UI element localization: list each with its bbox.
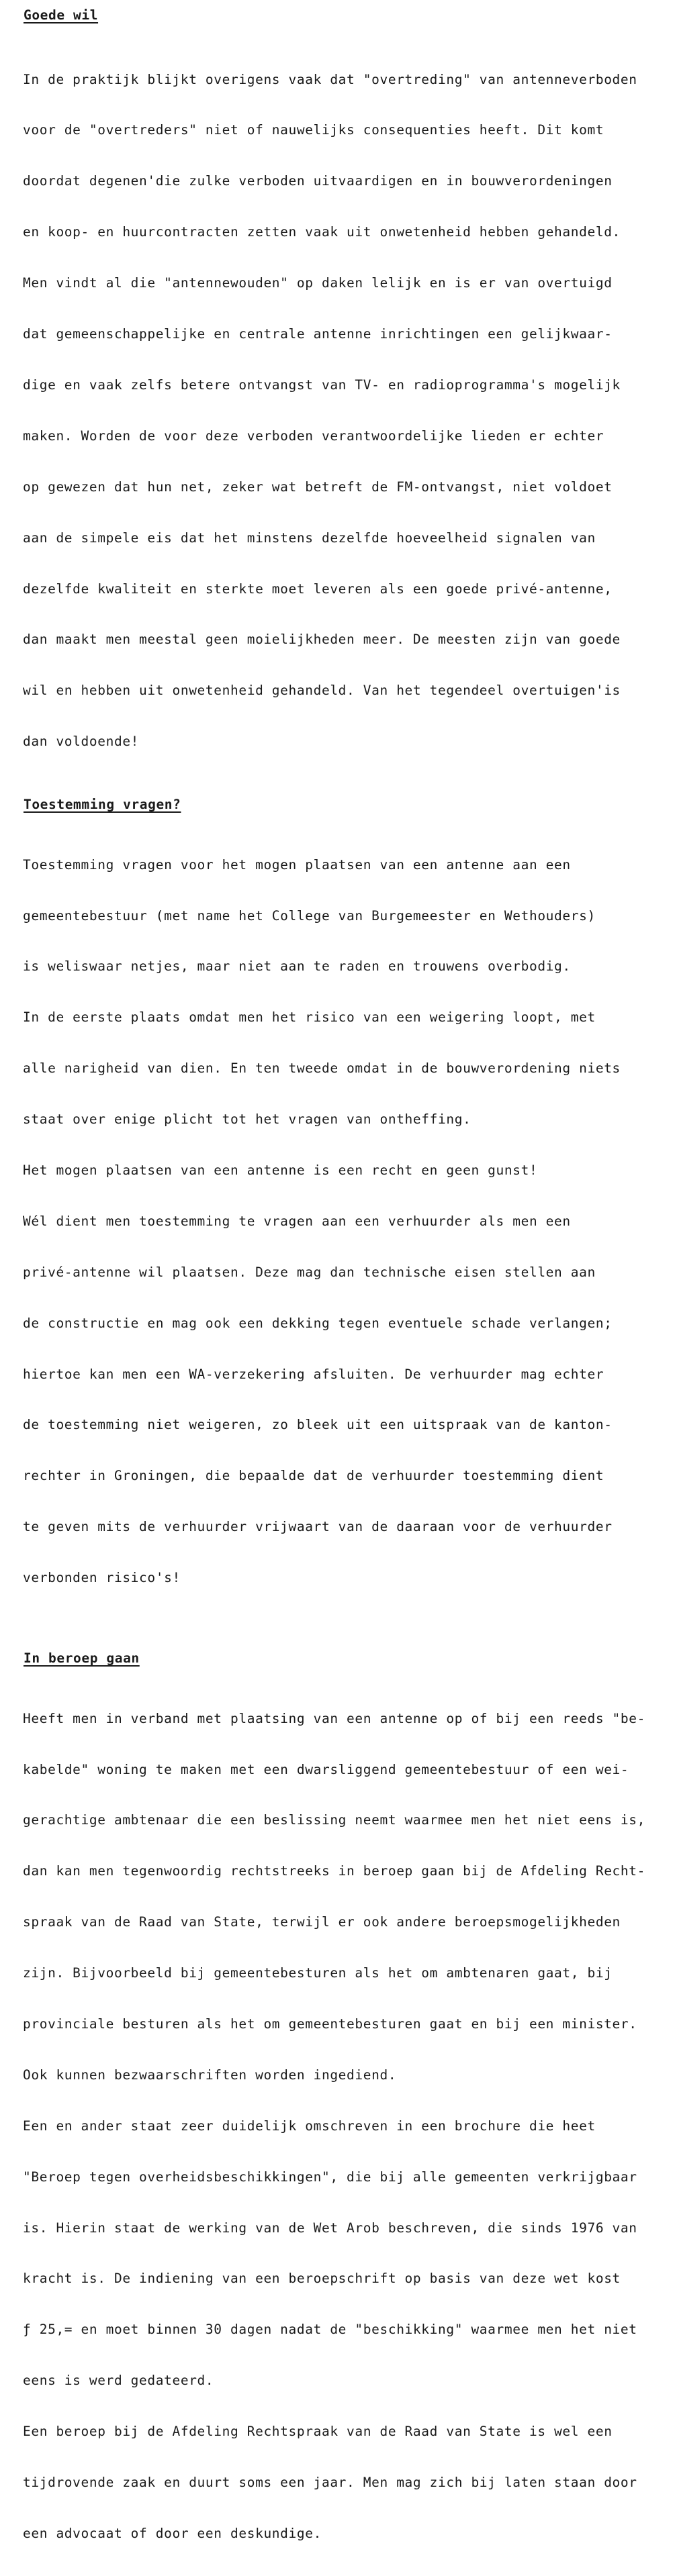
text-line: staat over enige plicht tot het vragen van ontheffing. <box>23 1111 471 1128</box>
text-line: eens is werd gedateerd. <box>23 2373 214 2389</box>
text-line: kracht is. De indiening van een beroepschrift op basis van deze wet kost <box>23 2271 621 2287</box>
text-line: verbonden risico's! <box>23 1570 181 1586</box>
text-line: is weliswaar netjes, maar niet aan te raden en trouwens overbodig. <box>23 958 571 975</box>
text-line: provinciale besturen als het om gemeentebesturen gaat en bij een minister. <box>23 2016 637 2032</box>
section-heading: Goede wil <box>24 7 99 23</box>
text-line: Heeft men in verband met plaatsing van een antenne op of bij een reeds "be- <box>23 1710 645 1726</box>
text-line: is. Hierin staat de werking van de Wet Arob beschreven, die sinds 1976 van <box>23 2220 637 2236</box>
section-goede-wil <box>23 7 661 784</box>
section-toestemming-vragen <box>23 796 661 1620</box>
text-line: alle narigheid van dien. En ten tweede omdat in de bouwverordening niets <box>23 1060 621 1077</box>
text-line: gerachtige ambtenaar die een beslissing neemt waarmee men het niet eens is, <box>23 1812 645 1828</box>
text-line: In de eerste plaats omdat men het risico van een weigering loopt, met <box>23 1009 596 1026</box>
text-line: rechter in Groningen, die bepaalde dat de verhuurder toestemming dient <box>23 1468 604 1484</box>
text-line: en koop- en huurcontracten zetten vaak uit onwetenheid hebben gehandeld. <box>23 224 621 240</box>
text-line: ƒ 25,= en moet binnen 30 dagen nadat de "beschikking" waarmee men het niet <box>23 2322 637 2338</box>
text-line: privé-antenne wil plaatsen. Deze mag dan technische eisen stellen aan <box>23 1264 596 1280</box>
text-line: spraak van de Raad van State, terwijl er ook andere beroepsmogelijkheden <box>23 1914 621 1930</box>
text-line: dezelfde kwaliteit en sterkte moet leveren als een goede privé-antenne, <box>23 581 613 597</box>
text-line: Een beroep bij de Afdeling Rechtspraak van de Raad van State is wel een <box>23 2424 613 2440</box>
text-line: dan maakt men meestal geen moielijkheden meer. De meesten zijn van goede <box>23 632 621 648</box>
text-line: hiertoe kan men een WA-verzekering afsluiten. De verhuurder mag echter <box>23 1366 604 1382</box>
section-in-beroep-gaan <box>23 1650 661 2576</box>
text-line: wil en hebben uit onwetenheid gehandeld. Van het tegendeel overtuigen'is <box>23 683 621 699</box>
text-line: aan de simpele eis dat het minstens dezelfde hoeveelheid signalen van <box>23 530 596 546</box>
text-line: Een en ander staat zeer duidelijk omschreven in een brochure die heet <box>23 2118 596 2134</box>
text-line: Ook kunnen bezwaarschriften worden ingediend. <box>23 2067 397 2083</box>
text-line: voor de "overtreders" niet of nauwelijks consequenties heeft. Dit komt <box>23 122 604 138</box>
text-line: dan voldoende! <box>23 734 140 750</box>
text-line: Het mogen plaatsen van een antenne is een recht en geen gunst! <box>23 1162 538 1178</box>
text-line: dat gemeenschappelijke en centrale antenne inrichtingen een gelijkwaar- <box>23 326 613 342</box>
text-line: zijn. Bijvoorbeeld bij gemeentebesturen als het om ambtenaren gaat, bij <box>23 1965 613 1981</box>
text-line: te geven mits de verhuurder vrijwaart van de daaraan voor de verhuurder <box>23 1519 613 1535</box>
text-line: een advocaat of door een deskundige. <box>23 2525 322 2541</box>
text-line: dige en vaak zelfs betere ontvangst van TV- en radioprogramma's mogelijk <box>23 377 621 393</box>
text-line: doordat degenen'die zulke verboden uitvaardigen en in bouwverordeningen <box>23 173 613 189</box>
section-body <box>23 1676 661 2576</box>
text-line: Toestemming vragen voor het mogen plaatsen van een antenne aan een <box>23 856 571 873</box>
section-body <box>23 822 661 1620</box>
text-line: Men vindt al die "antennewouden" op daken lelijk en is er van overtuigd <box>23 275 613 291</box>
section-heading: In beroep gaan <box>24 1650 140 1667</box>
document-page <box>23 7 661 2576</box>
text-line: gemeentebestuur (met name het College van Burgemeester en Wethouders) <box>23 907 596 924</box>
text-line: "Beroep tegen overheidsbeschikkingen", die bij alle gemeenten verkrijgbaar <box>23 2169 637 2185</box>
text-line: Wél dient men toestemming te vragen aan een verhuurder als men een <box>23 1213 571 1229</box>
text-line: de toestemming niet weigeren, zo bleek uit een uitspraak van de kanton- <box>23 1417 613 1433</box>
text-line: op gewezen dat hun net, zeker wat betreft de FM-ontvangst, niet voldoet <box>23 479 613 495</box>
text-line: kabelde" woning te maken met een dwarsliggend gemeentebestuur of een wei- <box>23 1761 629 1777</box>
section-heading: Toestemming vragen? <box>24 797 181 813</box>
text-line: In de praktijk blijkt overigens vaak dat "overtreding" van antenneverboden <box>23 71 637 87</box>
text-line: maken. Worden de voor deze verboden verantwoordelijke lieden er echter <box>23 428 604 444</box>
text-line: de constructie en mag ook een dekking tegen eventuele schade verlangen; <box>23 1315 613 1331</box>
section-body <box>23 37 661 784</box>
text-line: tijdrovende zaak en duurt soms een jaar. Men mag zich bij laten staan door <box>23 2474 637 2490</box>
text-line: dan kan men tegenwoordig rechtstreeks in beroep gaan bij de Afdeling Recht- <box>23 1863 645 1879</box>
